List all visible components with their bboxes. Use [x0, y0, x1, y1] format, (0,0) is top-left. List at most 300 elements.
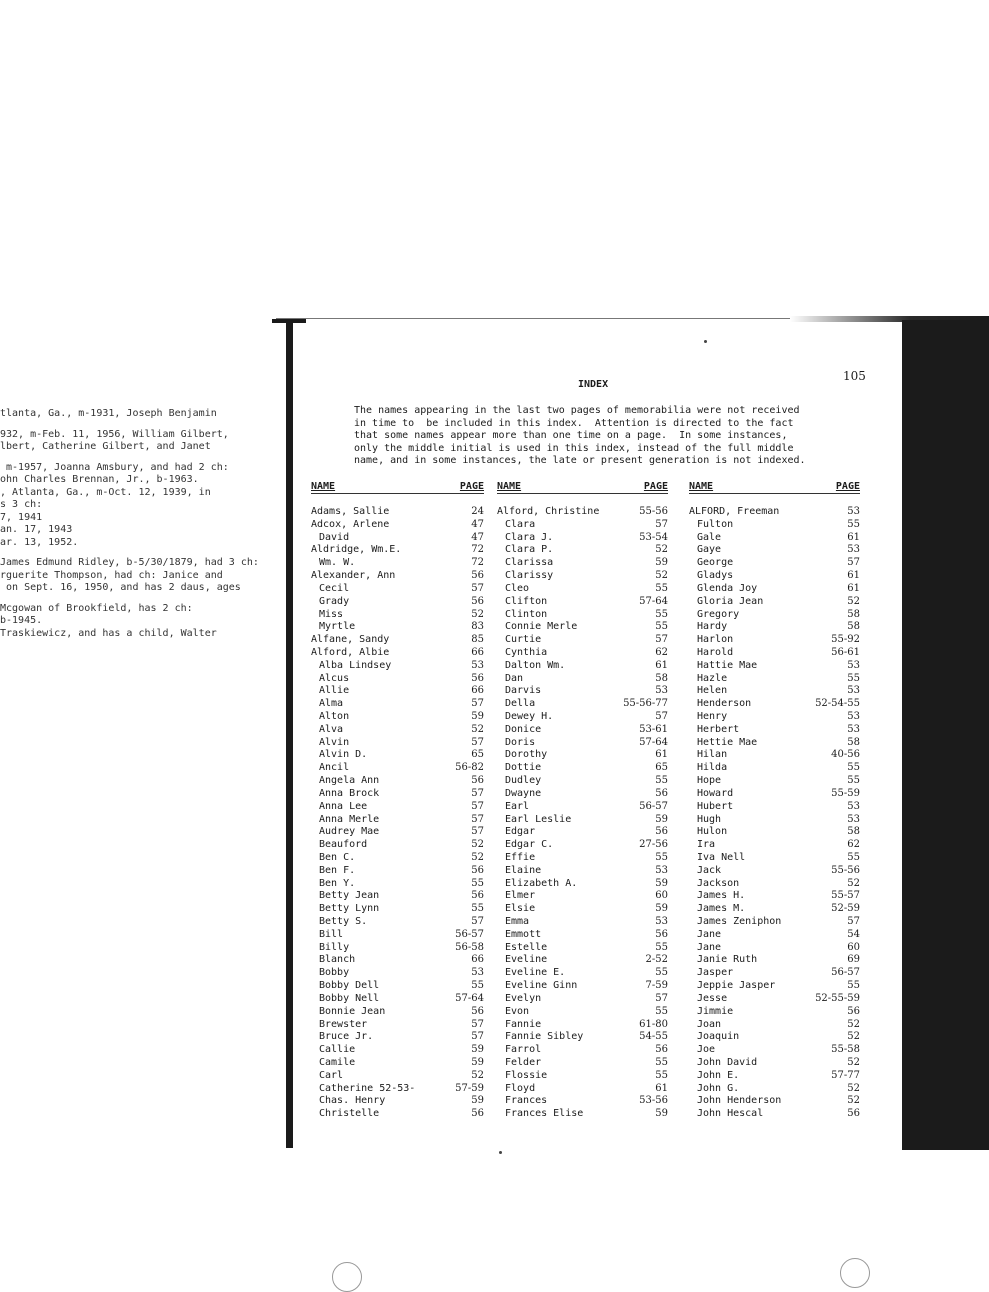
index-entry [689, 839, 860, 852]
index-entry [689, 634, 860, 647]
index-entry [689, 1108, 860, 1121]
entry-name: Glenda Joy [697, 582, 758, 594]
entry-name: Bruce Jr. [319, 1031, 374, 1043]
entry-name: Joan [697, 1018, 722, 1030]
entry-page: 52 [471, 851, 484, 863]
index-entry [497, 583, 668, 596]
entry-page: 58 [655, 672, 668, 684]
index-entry [689, 1083, 860, 1096]
index-entry [311, 903, 484, 916]
index-entry [689, 954, 860, 967]
entry-page: 53 [655, 685, 668, 697]
entry-name: Clara [505, 518, 536, 530]
entry-name: George [697, 557, 734, 569]
index-entry [497, 711, 668, 724]
index-entry [311, 570, 484, 583]
entry-page: 52 [847, 877, 860, 889]
entry-page: 52-55-59 [815, 992, 860, 1004]
entry-name: Betty S. [319, 916, 368, 927]
entry-name: Eveline Ginn [505, 980, 578, 992]
entry-name: David [319, 531, 350, 543]
entry-name: Alva [319, 723, 344, 735]
entry-page: 56-82 [455, 762, 484, 774]
intro-line: The names appearing in the last two pages of memorabilia were not received [354, 405, 800, 416]
column-header [311, 481, 484, 494]
index-entry [311, 557, 484, 570]
index-entry [497, 1044, 668, 1057]
entry-name: Adcox, Arlene [311, 518, 390, 530]
index-entry [689, 609, 860, 622]
entry-name: Hardy [697, 621, 728, 633]
fragment-line: 932, m-Feb. 11, 1956, William Gilbert, [0, 428, 229, 440]
fragment-gap [0, 595, 282, 603]
index-entry [689, 775, 860, 788]
entry-page: 61 [847, 582, 860, 594]
entry-page: 40-56 [831, 749, 860, 761]
entry-name: ALFORD, Freeman [689, 506, 780, 517]
index-entry [689, 596, 860, 609]
index-entry [311, 544, 484, 557]
entry-name: Alford, Christine [497, 506, 600, 517]
entry-name: Clara J. [505, 531, 554, 543]
entry-page: 58 [847, 608, 860, 620]
entry-name: Hilda [697, 762, 728, 774]
entry-page: 52 [471, 608, 484, 620]
entry-name: Harlon [697, 634, 734, 646]
index-entry [689, 814, 860, 827]
index-entry [497, 1083, 668, 1096]
index-entry [497, 621, 668, 634]
entry-page: 54 [847, 928, 860, 940]
entry-name: Janie Ruth [697, 954, 758, 966]
column-header [689, 481, 860, 494]
entry-name: Curtie [505, 634, 542, 646]
index-entry [689, 942, 860, 955]
index-rows [311, 506, 484, 1121]
page-header: PAGE [835, 481, 860, 492]
index-entry [311, 737, 484, 750]
entry-page: 61 [847, 570, 860, 582]
index-column-2 [497, 481, 668, 1120]
entry-page: 55 [471, 980, 484, 992]
entry-name: James H. [697, 890, 746, 902]
entry-page: 55-56 [639, 506, 668, 517]
entry-page: 56-57 [455, 928, 484, 940]
index-entry [311, 724, 484, 737]
index-entry [311, 826, 484, 839]
previous-page-fragment [0, 408, 282, 640]
index-entry [497, 506, 668, 519]
entry-page: 57 [655, 518, 668, 530]
entry-name: Carl [319, 1069, 344, 1081]
entry-name: Donice [505, 723, 542, 735]
index-entry [689, 737, 860, 750]
entry-name: Dan [505, 672, 524, 684]
fragment-line: an. 17, 1943 [0, 524, 73, 535]
index-entry [497, 839, 668, 852]
intro-line: in time to be included in this index. Attention is directed to the fact [354, 417, 794, 429]
entry-name: Eveline [505, 954, 548, 966]
index-entry [689, 1095, 860, 1108]
index-entry [689, 916, 860, 929]
index-entry [497, 801, 668, 814]
entry-page: 59 [471, 1056, 484, 1068]
entry-page: 57 [471, 787, 484, 799]
index-entry [689, 1070, 860, 1083]
entry-page: 53-61 [639, 723, 668, 735]
page-header: PAGE [643, 481, 668, 492]
entry-name: Catherine 52-53- [319, 1082, 416, 1094]
entry-page: 62 [655, 646, 668, 658]
index-entry [311, 878, 484, 891]
index-column-1 [311, 481, 484, 1120]
entry-name: Alcus [319, 672, 350, 684]
entry-name: Farrol [505, 1044, 542, 1056]
entry-page: 56 [471, 775, 484, 787]
entry-name: Aldridge, Wm.E. [311, 544, 402, 556]
entry-name: Darvis [505, 685, 542, 697]
entry-page: 60 [655, 890, 668, 902]
index-entry [311, 634, 484, 647]
entry-name: Fulton [697, 518, 734, 530]
entry-name: Gladys [697, 570, 734, 582]
entry-name: Myrtle [319, 621, 356, 633]
entry-name: Gregory [697, 608, 740, 620]
entry-page: 57 [471, 826, 484, 838]
entry-name: John David [697, 1056, 758, 1068]
index-entry [311, 1057, 484, 1070]
entry-page: 57 [655, 992, 668, 1004]
entry-page: 57 [471, 800, 484, 812]
index-entry [689, 826, 860, 839]
entry-page: 53 [655, 864, 668, 876]
entry-name: Camile [319, 1056, 356, 1068]
index-entry [689, 621, 860, 634]
entry-name: James M. [697, 903, 746, 915]
index-entry [497, 929, 668, 942]
index-entry [689, 583, 860, 596]
entry-name: Jasper [697, 967, 734, 979]
entry-name: Ira [697, 839, 716, 851]
entry-name: Gloria Jean [697, 595, 764, 607]
entry-page: 56 [471, 864, 484, 876]
index-rows [497, 506, 668, 1121]
entry-name: Anna Lee [319, 800, 368, 812]
entry-page: 53-56 [639, 1095, 668, 1107]
entry-page: 53 [847, 506, 860, 517]
index-entry [497, 890, 668, 903]
index-entry [689, 788, 860, 801]
entry-name: Effie [505, 851, 536, 863]
index-entry [689, 762, 860, 775]
header-rule [689, 493, 860, 494]
index-entry [497, 980, 668, 993]
entry-name: Bobby Dell [319, 980, 380, 992]
entry-page: 55-56 [831, 864, 860, 876]
index-entry [689, 570, 860, 583]
fragment-line: , Atlanta, Ga., m-Oct. 12, 1939, in [0, 486, 211, 498]
index-entry [311, 929, 484, 942]
index-entry [497, 993, 668, 1006]
entry-name: Evelyn [505, 992, 542, 1004]
entry-page: 54-55 [639, 1031, 668, 1043]
entry-page: 72 [471, 557, 484, 569]
entry-name: Wm. W. [319, 557, 356, 569]
entry-name: Evon [505, 1005, 530, 1017]
entry-name: John Hescal [697, 1108, 764, 1120]
entry-name: Doris [505, 736, 536, 748]
entry-page: 55 [847, 980, 860, 992]
entry-name: Dalton Wm. [505, 659, 566, 671]
punch-hole [840, 1258, 870, 1288]
index-entry [311, 711, 484, 724]
entry-page: 57 [471, 916, 484, 927]
entry-page: 58 [847, 736, 860, 748]
fragment-line: James Edmund Ridley, b-5/30/1879, had 3 ch: [0, 557, 259, 568]
index-entry [497, 814, 668, 827]
fragment-line: ohn Charles Brennan, Jr., b-1963. [0, 474, 199, 485]
index-entry [311, 1108, 484, 1121]
index-entry [497, 1057, 668, 1070]
entry-name: Jesse [697, 992, 728, 1004]
entry-page: 56 [471, 890, 484, 902]
entry-name: Jack [697, 864, 722, 876]
fragment-line: 7, 1941 [0, 511, 43, 523]
index-entry [311, 1006, 484, 1019]
entry-page: 61 [847, 531, 860, 543]
index-entry [311, 954, 484, 967]
index-entry [497, 532, 668, 545]
index-entry [689, 903, 860, 916]
entry-page: 57 [471, 813, 484, 825]
index-entry [689, 673, 860, 686]
index-entry [311, 890, 484, 903]
index-entry [689, 1019, 860, 1032]
entry-name: Ben F. [319, 864, 356, 876]
entry-name: Ben C. [319, 851, 356, 863]
entry-name: Clinton [505, 608, 548, 620]
fragment-line: b-1945. [0, 615, 43, 626]
entry-name: Chas. Henry [319, 1095, 386, 1107]
entry-name: Della [505, 698, 536, 710]
entry-page: 56 [847, 1005, 860, 1017]
index-entry [689, 1006, 860, 1019]
index-entry [689, 519, 860, 532]
entry-name: Flossie [505, 1069, 548, 1081]
index-entry [311, 596, 484, 609]
index-entry [311, 1031, 484, 1044]
entry-page: 61 [655, 659, 668, 671]
entry-page: 57-64 [455, 992, 484, 1004]
entry-name: Frances Elise [505, 1108, 584, 1120]
entry-name: Hattie Mae [697, 659, 758, 671]
entry-name: Joaquin [697, 1031, 740, 1043]
index-entry [497, 724, 668, 737]
entry-name: Hilan [697, 749, 728, 761]
entry-page: 52 [471, 723, 484, 735]
index-entry [311, 967, 484, 980]
entry-page: 55 [847, 672, 860, 684]
index-entry [311, 698, 484, 711]
entry-page: 47 [471, 518, 484, 530]
entry-name: Jane [697, 928, 722, 940]
entry-name: Gale [697, 531, 722, 543]
entry-page: 7-59 [645, 980, 668, 992]
entry-page: 69 [847, 954, 860, 966]
entry-page: 55-92 [831, 634, 860, 646]
entry-page: 59 [655, 557, 668, 569]
entry-name: Betty Jean [319, 890, 380, 902]
entry-name: Hettie Mae [697, 736, 758, 748]
index-entry [311, 942, 484, 955]
entry-page: 52 [847, 595, 860, 607]
entry-page: 53 [471, 659, 484, 671]
entry-name: Hulon [697, 826, 728, 838]
entry-page: 57 [471, 582, 484, 594]
index-entry [311, 1095, 484, 1108]
entry-name: Henry [697, 711, 728, 722]
index-entry [497, 519, 668, 532]
entry-name: Fannie Sibley [505, 1031, 584, 1043]
entry-name: Hope [697, 775, 722, 787]
entry-page: 55 [471, 903, 484, 915]
entry-page: 53 [471, 967, 484, 979]
entry-page: 57 [471, 736, 484, 748]
index-title: INDEX [578, 379, 609, 390]
entry-name: Eveline E. [505, 967, 566, 979]
fragment-line: Traskiewicz, and has a child, Walter [0, 627, 217, 639]
index-entry [497, 737, 668, 750]
entry-name: Clara P. [505, 544, 554, 556]
index-entry [497, 1070, 668, 1083]
entry-page: 58 [847, 826, 860, 838]
entry-page: 53 [847, 659, 860, 671]
index-entry [497, 749, 668, 762]
index-entry [497, 762, 668, 775]
entry-page: 55 [471, 877, 484, 889]
entry-name: Fannie [505, 1018, 542, 1030]
index-entry [311, 1044, 484, 1057]
index-entry [497, 660, 668, 673]
entry-name: Elsie [505, 903, 536, 915]
entry-page: 56-57 [831, 967, 860, 979]
fragment-line: tlanta, Ga., m-1931, Joseph Benjamin [0, 408, 217, 419]
entry-page: 27-56 [639, 839, 668, 851]
index-entry [689, 865, 860, 878]
entry-page: 57-77 [831, 1069, 860, 1081]
entry-page: 59 [471, 711, 484, 722]
entry-name: James Zeniphon [697, 916, 782, 927]
entry-page: 61 [655, 1082, 668, 1094]
index-entry [311, 519, 484, 532]
entry-page: 52 [655, 570, 668, 582]
index-entry [689, 557, 860, 570]
intro-line: only the middle initial is used in this index, instead of the full middle [354, 442, 794, 454]
index-entry [689, 506, 860, 519]
speck [704, 340, 707, 343]
intro-line: name, and in some instances, the late or present generation is not indexed. [354, 455, 806, 467]
entry-page: 52-54-55 [815, 698, 860, 710]
index-entry [497, 647, 668, 660]
index-entry [497, 852, 668, 865]
entry-name: Hazle [697, 672, 728, 684]
index-entry [311, 609, 484, 622]
entry-page: 66 [471, 685, 484, 697]
index-rows [689, 506, 860, 1121]
entry-name: Callie [319, 1044, 356, 1056]
entry-page: 56-58 [455, 941, 484, 953]
entry-name: Brewster [319, 1018, 368, 1030]
entry-name: Alexander, Ann [311, 570, 396, 582]
index-entry [497, 942, 668, 955]
binding-bar [286, 322, 293, 1148]
entry-name: Clarissa [505, 557, 554, 569]
index-entry [497, 1006, 668, 1019]
entry-page: 83 [471, 621, 484, 633]
entry-page: 72 [471, 544, 484, 556]
entry-name: Miss [319, 608, 344, 620]
index-entry [689, 929, 860, 942]
index-entry [689, 1031, 860, 1044]
entry-page: 53 [655, 916, 668, 927]
entry-page: 52 [471, 1069, 484, 1081]
entry-name: Jackson [697, 877, 740, 889]
entry-page: 55-57 [831, 890, 860, 902]
entry-name: Howard [697, 787, 734, 799]
entry-name: Earl Leslie [505, 813, 572, 825]
entry-page: 59 [471, 1095, 484, 1107]
index-entry [689, 532, 860, 545]
entry-page: 52 [847, 1056, 860, 1068]
entry-page: 55 [655, 1069, 668, 1081]
entry-page: 55 [847, 762, 860, 774]
entry-name: Alfane, Sandy [311, 634, 390, 646]
entry-name: Jane [697, 941, 722, 953]
entry-name: Adams, Sallie [311, 506, 390, 517]
entry-name: Dewey H. [505, 711, 554, 722]
entry-name: John Henderson [697, 1095, 782, 1107]
index-entry [497, 634, 668, 647]
index-entry [311, 621, 484, 634]
index-entry [311, 839, 484, 852]
entry-name: Helen [697, 685, 728, 697]
entry-name: Edgar [505, 826, 536, 838]
index-entry [497, 1019, 668, 1032]
fragment-line: rguerite Thompson, had ch: Janice and [0, 569, 223, 581]
fragment-line: on Sept. 16, 1950, and has 2 daus, ages [0, 582, 241, 593]
entry-name: Connie Merle [505, 621, 578, 633]
entry-name: Beauford [319, 839, 368, 851]
index-entry [689, 711, 860, 724]
index-entry [497, 609, 668, 622]
fragment-line: lbert, Catherine Gilbert, and Janet [0, 441, 211, 452]
header-rule [497, 493, 668, 494]
entry-name: Anna Brock [319, 787, 380, 799]
entry-page: 56 [471, 1005, 484, 1017]
entry-page: 52 [471, 839, 484, 851]
index-entry [497, 775, 668, 788]
entry-name: Blanch [319, 954, 356, 966]
entry-page: 56-61 [831, 646, 860, 658]
entry-name: Betty Lynn [319, 903, 380, 915]
entry-page: 57 [471, 1018, 484, 1030]
entry-page: 56 [847, 1108, 860, 1120]
entry-page: 59 [655, 877, 668, 889]
entry-page: 53 [847, 800, 860, 812]
index-entry [497, 865, 668, 878]
index-entry [689, 698, 860, 711]
entry-page: 52 [847, 1031, 860, 1043]
